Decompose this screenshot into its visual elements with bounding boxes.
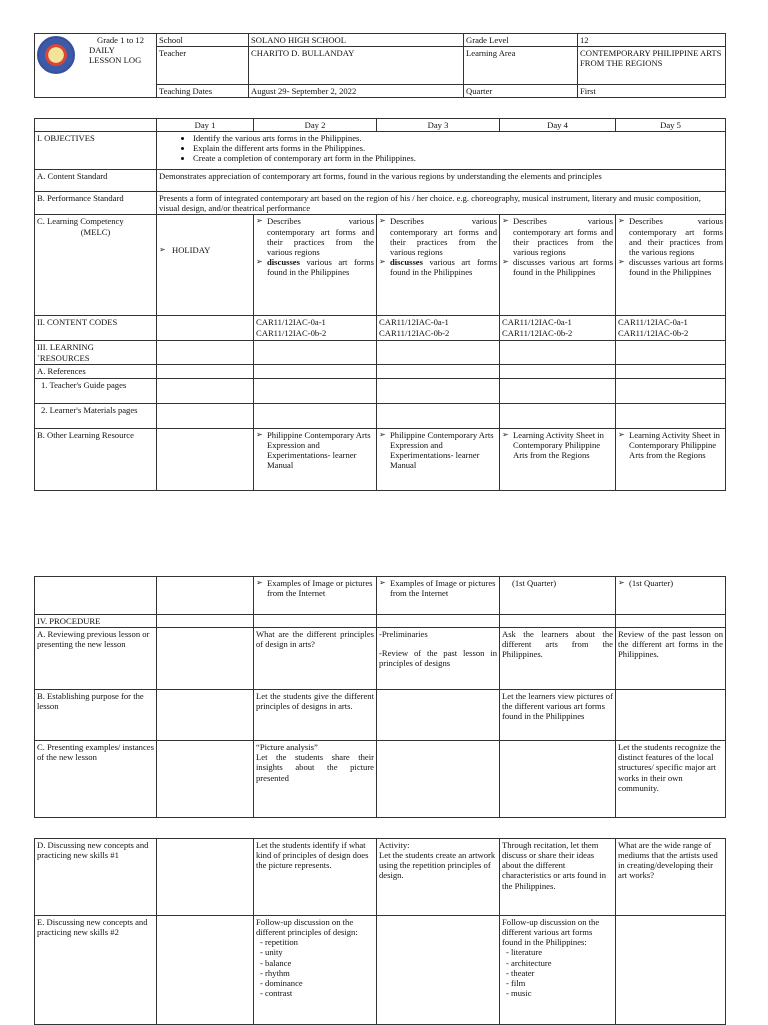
melc-discusses: discusses various art forms found in the Philippines	[513, 256, 613, 278]
day-header: Day 1	[157, 119, 254, 132]
deped-seal-icon	[37, 36, 75, 74]
empty-cell	[377, 741, 500, 818]
principle-item: - unity	[270, 947, 374, 957]
teacher-label: Teacher	[157, 47, 249, 85]
quarter-label: Quarter	[464, 85, 578, 98]
melc-day3	[377, 215, 500, 316]
melc-discusses-rest: various art forms found in the Philippines	[390, 256, 497, 278]
quarter-day5	[616, 577, 726, 615]
arrow-bullet-icon: ➢	[618, 216, 625, 226]
melc-discusses-rest: various art forms found in the Philippines	[267, 256, 374, 278]
other-resource-label: B. Other Learning Resource	[35, 428, 157, 490]
objectives-label: I. OBJECTIVES	[35, 132, 157, 170]
procedure-d-label: D. Discussing new concepts and practicing new skills #1	[35, 839, 157, 916]
procedure-e-day2	[254, 916, 377, 1025]
empty-cell	[157, 628, 254, 690]
procedure-c-day5: Let the students recognize the distinct features of the local structures/ specific major art works in their own community.	[616, 741, 726, 818]
preliminaries: -Preliminaries	[379, 629, 428, 640]
melc-describes: Describes various contemporary art forms and their practices from the various regions	[629, 216, 723, 257]
arrow-bullet-icon: ➢	[256, 216, 263, 226]
school-label: School	[157, 34, 249, 47]
empty-cell	[500, 341, 616, 365]
learners-materials-label: 2. Learner's Materials pages	[35, 403, 157, 428]
resource-day4	[500, 428, 616, 490]
procedure-a-day2: What are the different principles of design in arts?	[254, 628, 377, 690]
melc-describes: Describes various contemporary art forms and their practices from the various regions	[267, 216, 374, 257]
code: CAR11/12IAC-0a-1	[379, 317, 449, 328]
procedure-a-day4: Ask the learners about the different arts from the Philippines.	[500, 628, 616, 690]
code: CAR11/12IAC-0a-1	[256, 317, 326, 328]
empty-cell	[157, 341, 254, 365]
principle-item: - balance	[270, 958, 374, 968]
procedure-e-label: E. Discussing new concepts and practicing new skills #2	[35, 916, 157, 1025]
resource-day5	[616, 428, 726, 490]
empty-cell	[616, 378, 726, 403]
resource-day2	[254, 428, 377, 490]
empty-cell	[377, 341, 500, 365]
empty-cell	[157, 690, 254, 741]
empty-cell	[500, 741, 616, 818]
quarter-value: First	[578, 85, 726, 98]
header-table	[34, 33, 726, 98]
resource-day3	[377, 428, 500, 490]
art-form-item: - architecture	[516, 958, 613, 968]
code: CAR11/12IAC-0b-2	[618, 327, 689, 338]
empty-cell	[616, 341, 726, 365]
procedure-b-day2: Let the students give the different principles of designs in arts.	[254, 690, 377, 741]
arrow-bullet-icon: ➢	[256, 429, 263, 439]
arrow-bullet-icon: ➢	[159, 245, 166, 255]
area-label: Learning Area	[464, 47, 578, 85]
quarter-note: (1st Quarter)	[629, 578, 674, 588]
melc-day1	[157, 215, 254, 316]
empty-cell	[157, 428, 254, 490]
empty-cell	[616, 916, 726, 1025]
internet-day2	[254, 577, 377, 615]
arrow-bullet-icon: ➢	[379, 429, 386, 439]
performance-standard-label: B. Performance Standard	[35, 192, 157, 215]
procedure-table-1	[34, 576, 726, 818]
empty-cell	[500, 378, 616, 403]
resource-activity-sheet: Learning Activity Sheet in Contemporary Philippine Arts from the Regions	[513, 429, 604, 460]
internet-text: Examples of Image or pictures from the Internet	[390, 578, 496, 599]
arrow-bullet-icon: ➢	[618, 429, 625, 439]
internet-text: Examples of Image or pictures from the Internet	[267, 578, 373, 599]
empty-cell	[254, 615, 377, 628]
objective-item: • Create a completion of contemporary art form in the Philippines.	[193, 153, 723, 163]
resource-manual: Philippine Contemporary Arts Expression and Experimentations- learner Manual	[267, 429, 371, 470]
deped-logo-cell	[35, 34, 157, 98]
arrow-bullet-icon: ➢	[502, 256, 509, 266]
dates-label: Teaching Dates	[157, 85, 249, 98]
empty-cell	[377, 365, 500, 378]
content-codes-label: II. CONTENT CODES	[35, 316, 157, 341]
quarter-day4	[500, 577, 616, 615]
code: CAR11/12IAC-0a-1	[502, 317, 572, 328]
empty-cell	[254, 403, 377, 428]
resources-line2: `RESOURCES	[37, 352, 90, 363]
objective-item: • Identify the various arts forms in the Philippines.	[193, 133, 723, 143]
codes-day3	[377, 316, 500, 341]
procedure-d-day4: Through recitation, let them discuss or share their ideas about the different characteristics or arts found in the Philippines.	[500, 839, 616, 916]
empty-cell	[616, 403, 726, 428]
log-line3: LESSON LOG	[89, 54, 142, 65]
procedure-b-label: B. Establishing purpose for the lesson	[35, 690, 157, 741]
picture-analysis: “Picture analysis”	[256, 742, 318, 753]
empty-cell	[157, 403, 254, 428]
empty-cell	[157, 615, 254, 628]
principle-item: - repetition	[270, 937, 374, 947]
arrow-bullet-icon: ➢	[379, 216, 386, 226]
code: CAR11/12IAC-0b-2	[256, 327, 327, 338]
review-past-lesson: -Review of the past lesson in principles of designs	[379, 648, 497, 669]
share-insights: Let the students share their insights about the picture presented	[256, 752, 374, 783]
codes-day1	[157, 316, 254, 341]
grade-value: 12	[578, 34, 726, 47]
arrow-bullet-icon: ➢	[379, 256, 386, 266]
day-header: Day 5	[616, 119, 726, 132]
procedure-a-label: A. Reviewing previous lesson or presenting the new lesson	[35, 628, 157, 690]
codes-day4	[500, 316, 616, 341]
melc-label-line2: (MELC)	[80, 226, 111, 237]
empty-cell	[157, 916, 254, 1025]
procedure-e-day4	[500, 916, 616, 1025]
holiday-text: HOLIDAY	[172, 245, 211, 256]
melc-day4	[500, 215, 616, 316]
codes-day5	[616, 316, 726, 341]
arrow-bullet-icon: ➢	[256, 256, 263, 266]
code: CAR11/12IAC-0a-1	[618, 317, 688, 328]
content-standard-label: A. Content Standard	[35, 170, 157, 192]
internet-day3	[377, 577, 500, 615]
empty-cell	[616, 690, 726, 741]
procedure-d-day2: Let the students identify if what kind of principles of design does the picture represents.	[254, 839, 377, 916]
melc-day5	[616, 215, 726, 316]
empty-cell	[377, 690, 500, 741]
main-table	[34, 118, 726, 491]
arrow-bullet-icon: ➢	[502, 429, 509, 439]
references-label: A. References	[35, 365, 157, 378]
empty-cell	[377, 615, 500, 628]
arrow-bullet-icon: ➢	[256, 578, 263, 587]
resources-line1: III. LEARNING	[37, 342, 94, 353]
empty-cell	[377, 916, 500, 1025]
arrow-bullet-icon: ➢	[618, 578, 625, 587]
empty-cell	[500, 615, 616, 628]
resource-manual: Philippine Contemporary Arts Expression and Experimentations- learner Manual	[390, 429, 494, 470]
melc-discusses-bold: discusses	[267, 256, 300, 267]
empty-cell	[377, 378, 500, 403]
procedure-d-day5: What are the wide range of mediums that the artists used in creating/developing their art works?	[616, 839, 726, 916]
followup-art-forms: Follow-up discussion on the different various art forms found in the Philippines:	[502, 917, 600, 948]
procedure-c-label: C. Presenting examples/ instances of the new lesson	[35, 741, 157, 818]
log-line1: Grade 1 to 12	[97, 35, 145, 45]
quarter-note: (1st Quarter)	[512, 578, 557, 588]
day-header: Day 3	[377, 119, 500, 132]
empty-cell	[35, 577, 157, 615]
corner-cell	[35, 119, 157, 132]
art-form-item: - music	[516, 988, 613, 998]
teacher-value: CHARITO D. BULLANDAY	[249, 47, 464, 85]
day-header: Day 4	[500, 119, 616, 132]
melc-describes: Describes various contemporary art forms and their practices from the various regions	[513, 216, 613, 257]
day-header: Day 2	[254, 119, 377, 132]
empty-cell	[254, 365, 377, 378]
objectives-list	[157, 132, 726, 170]
art-form-item: - theater	[516, 968, 613, 978]
dates-value: August 29- September 2, 2022	[249, 85, 464, 98]
arrow-bullet-icon: ➢	[618, 256, 625, 266]
procedure-d-day3	[377, 839, 500, 916]
school-value: SOLANO HIGH SCHOOL	[249, 34, 464, 47]
content-standard-text: Demonstrates appreciation of contemporary art forms, found in the various regions by understanding the elements and principles	[157, 170, 726, 192]
procedure-table-2	[34, 838, 726, 1025]
empty-cell	[500, 403, 616, 428]
teachers-guide-label: 1. Teacher's Guide pages	[35, 378, 157, 403]
procedure-b-day4: Let the learners view pictures of the different various art forms found in the Philippines	[500, 690, 616, 741]
code: CAR11/12IAC-0b-2	[379, 327, 450, 338]
procedure-c-day2	[254, 741, 377, 818]
principle-item: - contrast	[270, 988, 374, 998]
activity-heading: Activity:	[379, 840, 410, 850]
procedure-label: IV. PROCEDURE	[35, 615, 157, 628]
activity-text: Let the students create an artwork using the repetition principles of design.	[379, 850, 496, 881]
empty-cell	[254, 378, 377, 403]
code: CAR11/12IAC-0b-2	[502, 327, 573, 338]
performance-standard-text: Presents a form of integrated contemporary art based on the region of his / her choice. e.g. choreography, musical instrument, literary and music composition, visual design, and/or theatrical performance	[157, 192, 726, 215]
arrow-bullet-icon: ➢	[502, 216, 509, 226]
empty-cell	[157, 577, 254, 615]
learning-resources-label	[35, 341, 157, 365]
resource-activity-sheet: Learning Activity Sheet in Contemporary Philippine Arts from the Regions	[629, 429, 720, 460]
arrow-bullet-icon: ➢	[379, 578, 386, 587]
art-form-item: - literature	[516, 947, 613, 957]
empty-cell	[616, 615, 726, 628]
melc-day2	[254, 215, 377, 316]
art-form-item: - film	[516, 978, 613, 988]
empty-cell	[500, 365, 616, 378]
codes-day2	[254, 316, 377, 341]
principle-item: - dominance	[270, 978, 374, 988]
melc-label-line1: C. Learning Competency	[37, 216, 124, 227]
empty-cell	[254, 341, 377, 365]
empty-cell	[616, 365, 726, 378]
empty-cell	[157, 378, 254, 403]
procedure-a-day5: Review of the past lesson on the different art forms in the Philippines.	[616, 628, 726, 690]
melc-discusses-bold: discusses	[390, 256, 423, 267]
melc-describes: Describes various contemporary art forms and their practices from the various regions	[390, 216, 497, 257]
empty-cell	[377, 403, 500, 428]
followup-principles: Follow-up discussion on the different principles of design:	[256, 917, 358, 938]
melc-label	[35, 215, 157, 316]
log-line2: DAILY	[89, 44, 115, 55]
grade-label: Grade Level	[464, 34, 578, 47]
procedure-a-day3	[377, 628, 500, 690]
empty-cell	[157, 365, 254, 378]
empty-cell	[157, 839, 254, 916]
melc-discusses: discusses various art forms found in the Philippines	[629, 256, 723, 278]
principle-item: - rhythm	[270, 968, 374, 978]
area-value: CONTEMPORARY PHILIPPINE ARTS FROM THE REGIONS	[578, 47, 726, 85]
objective-item: • Explain the different arts forms in the Philippines.	[193, 143, 723, 153]
empty-cell	[157, 741, 254, 818]
